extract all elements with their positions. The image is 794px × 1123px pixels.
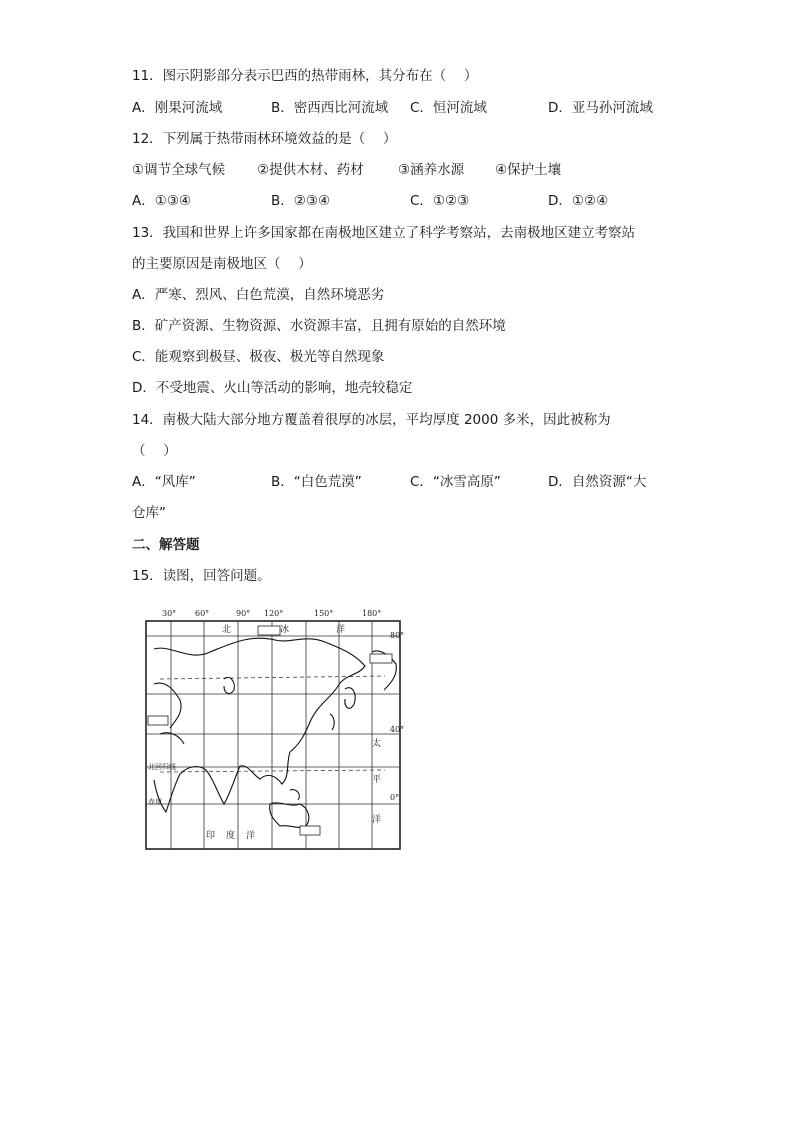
q13-stem-line2: 的主要原因是南极地区（ ） xyxy=(132,256,312,272)
q12-option-c[interactable]: C．①②③ xyxy=(410,193,470,209)
equator-label: 赤道 xyxy=(148,798,162,806)
q13-option-d[interactable]: D．不受地震、火山等活动的影响，地壳较稳定 xyxy=(132,380,413,396)
q12-option-a[interactable]: A．①③④ xyxy=(132,193,192,209)
q14-option-b[interactable]: B．“白色荒漠” xyxy=(271,474,362,490)
ocean-label-yang1: 洋 xyxy=(336,625,346,635)
q12-option-d[interactable]: D．①②④ xyxy=(548,193,609,209)
lat-label-40: 40° xyxy=(390,725,404,734)
q14-option-c[interactable]: C．“冰雪高原” xyxy=(410,474,501,490)
ocean-label-yang3: 洋 xyxy=(246,831,256,841)
q11-option-b[interactable]: B．密西西比河流域 xyxy=(271,100,389,116)
q14-stem-line2: （ ） xyxy=(132,443,177,459)
q13-option-a[interactable]: A．严寒、烈风、白色荒漠，自然环境恶劣 xyxy=(132,287,385,303)
tropic-of-cancer-label: 北回归线 xyxy=(148,763,176,771)
q12-item-1: ①调节全球气候 xyxy=(132,162,226,178)
lon-label-180: 180° xyxy=(362,609,382,618)
q11-stem: 11．图示阴影部分表示巴西的热带雨林，其分布在（ ） xyxy=(132,68,478,84)
q11-option-c[interactable]: C．恒河流域 xyxy=(410,100,487,116)
lon-label-90: 90° xyxy=(236,609,251,618)
lon-label-120: 120° xyxy=(264,609,284,618)
q15-stem: 15．读图，回答问题。 xyxy=(132,568,271,584)
q14-option-a[interactable]: A．“风库” xyxy=(132,474,196,490)
q12-option-b[interactable]: B．②③④ xyxy=(271,193,331,209)
ocean-label-du: 度 xyxy=(226,831,236,841)
q13-stem-line1: 13．我国和世界上许多国家都在南极地区建立了科学考察站，去南极地区建立考察站 xyxy=(132,225,636,241)
ocean-label-bei: 北 xyxy=(222,625,232,635)
q14-option-d[interactable]: D．自然资源“大 xyxy=(548,474,647,490)
lon-label-30: 30° xyxy=(162,609,177,618)
q13-option-c[interactable]: C．能观察到极昼、极夜、极光等自然现象 xyxy=(132,349,385,365)
map-frame xyxy=(146,621,400,849)
ocean-label-yang2: 洋 xyxy=(372,815,382,825)
asia-map-figure xyxy=(140,604,404,854)
ocean-label-tai: 太 xyxy=(372,739,382,749)
ocean-label-bing: 冰 xyxy=(280,625,290,635)
q14-stem-line1: 14．南极大陆大部分地方覆盖着很厚的冰层，平均厚度 2000 多米，因此被称为 xyxy=(132,412,611,428)
lon-label-60: 60° xyxy=(195,609,210,618)
ocean-label-ping: 平 xyxy=(372,775,382,785)
q13-option-b[interactable]: B．矿产资源、生物资源、水资源丰富，且拥有原始的自然环境 xyxy=(132,318,506,334)
q11-option-a[interactable]: A．刚果河流域 xyxy=(132,100,223,116)
lat-label-0: 0° xyxy=(390,793,400,802)
ocean-label-yin: 印 xyxy=(206,831,216,841)
lon-labels xyxy=(162,609,381,618)
section-title: 二、解答题 xyxy=(132,537,200,553)
q12-stem: 12．下列属于热带雨林环境效益的是（ ） xyxy=(132,131,397,147)
q12-item-2: ②提供木材、药材 xyxy=(257,162,364,178)
q12-item-3: ③涵养水源 xyxy=(398,162,465,178)
lon-label-150: 150° xyxy=(314,609,334,618)
lat-label-80: 80° xyxy=(390,631,404,640)
q11-option-d[interactable]: D．亚马孙河流域 xyxy=(548,100,653,116)
q12-item-4: ④保护土壤 xyxy=(495,162,562,178)
q14-option-d-cont: 仓库” xyxy=(132,505,166,521)
